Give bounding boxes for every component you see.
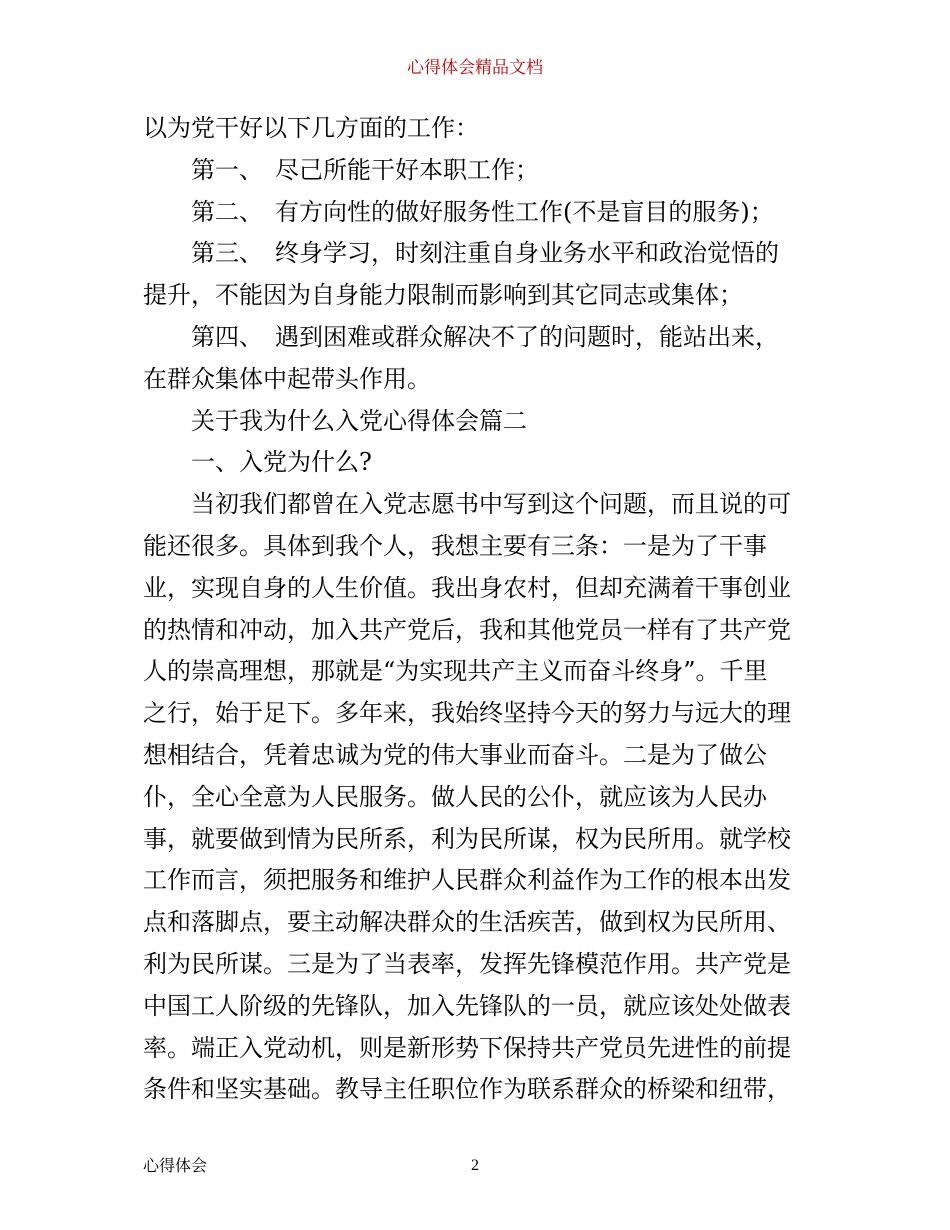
text-line: 第一、 尽己所能干好本职工作； xyxy=(191,155,539,184)
document-body xyxy=(143,108,809,1111)
text-line: 提升，不能因为自身能力限制而影响到其它同志或集体； xyxy=(143,281,743,310)
page-number: 2 xyxy=(471,1157,479,1174)
text-line: 关于我为什么入党心得体会篇二 xyxy=(191,406,527,435)
text-line: 想相结合，凭着忠诚为党的伟大事业而奋斗。二是为了做公 xyxy=(143,740,767,769)
text-line: 条件和坚实基础。教导主任职位作为联系群众的桥梁和纽带， xyxy=(143,1075,791,1104)
text-line: 一、入党为什么? xyxy=(191,448,372,477)
text-line: 点和落脚点，要主动解决群众的生活疾苦，做到权为民所用、 xyxy=(143,908,791,937)
text-line: 事，就要做到情为民所系，利为民所谋，权为民所用。就学校 xyxy=(143,824,791,853)
text-line: 第三、 终身学习，时刻注重自身业务水平和政治觉悟的 xyxy=(191,239,779,268)
text-line: 以为党干好以下几方面的工作： xyxy=(143,114,479,142)
text-line: 工作而言，须把服务和维护人民群众利益作为工作的根本出发 xyxy=(143,866,791,895)
text-line: 之行，始于足下。多年来，我始终坚持今天的努力与远大的理 xyxy=(143,699,791,728)
text-line: 仆，全心全意为人民服务。做人民的公仆，就应该为人民办 xyxy=(143,782,767,811)
text-line: 人的崇高理想，那就是“为实现共产主义而奋斗终身”。千里 xyxy=(143,657,768,686)
page-header-title: 心得体会精品文档 xyxy=(407,58,543,78)
text-line: 在群众集体中起带头作用。 xyxy=(143,364,431,393)
text-line: 利为民所谋。三是为了当表率，发挥先锋模范作用。共产党是 xyxy=(143,949,791,978)
text-line: 率。端正入党动机，则是新形势下保持共产党员先进性的前提 xyxy=(143,1033,791,1062)
text-line: 业，实现自身的人生价值。我出身农村，但却充满着干事创业 xyxy=(143,573,791,602)
text-line: 当初我们都曾在入党志愿书中写到这个问题，而且说的可 xyxy=(191,490,791,519)
text-line: 中国工人阶级的先锋队，加入先锋队的一员，就应该处处做表 xyxy=(143,991,791,1020)
text-line: 能还很多。具体到我个人，我想主要有三条：一是为了干事 xyxy=(143,531,767,560)
text-line: 第四、 遇到困难或群众解决不了的问题时，能站出来， xyxy=(191,322,779,351)
text-line: 的热情和冲动，加入共产党后，我和其他党员一样有了共产党 xyxy=(143,615,791,644)
text-line: 第二、 有方向性的做好服务性工作(不是盲目的服务)； xyxy=(191,197,774,226)
footer-label: 心得体会 xyxy=(143,1156,208,1175)
